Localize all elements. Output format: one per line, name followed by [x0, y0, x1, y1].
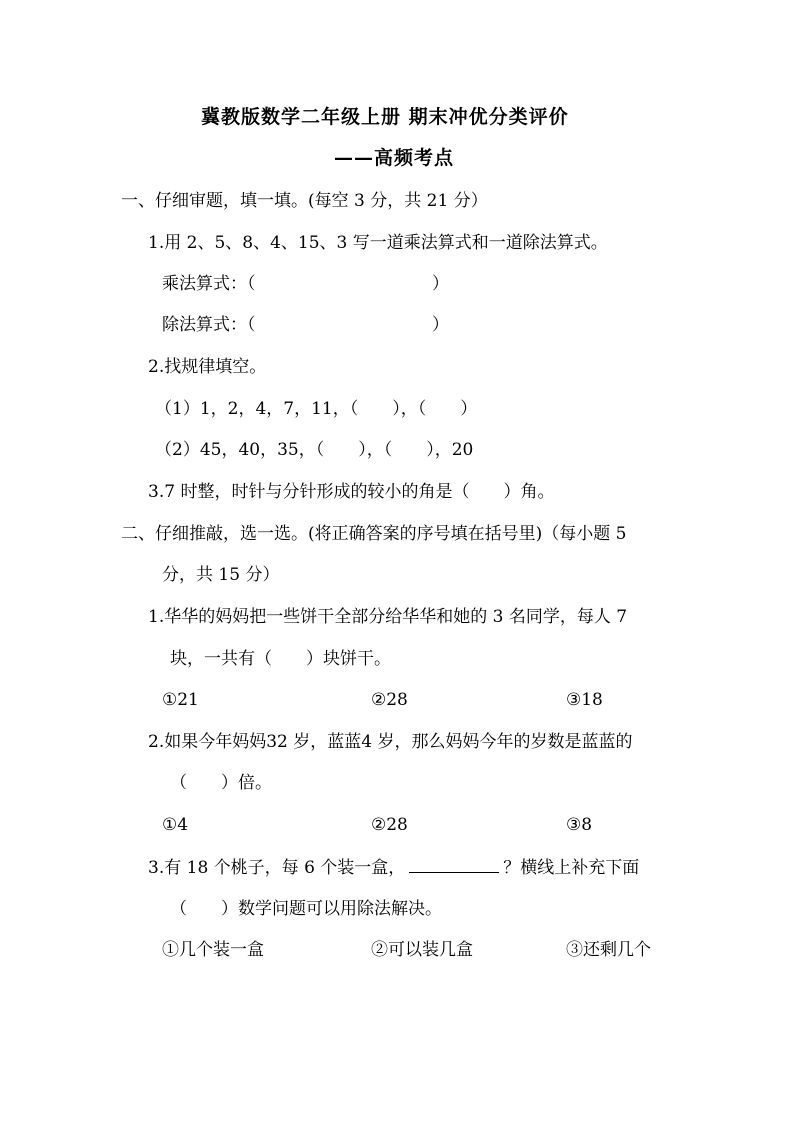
s1-q2-part2: （2）45，40，35，（ ），（ ），20: [155, 440, 474, 460]
s2-q2-line2: （ ）倍。: [170, 773, 272, 793]
document-subtitle: ——高频考点: [334, 147, 455, 169]
s2-q1-line2: 块，一共有（ ）块饼干。: [170, 649, 391, 669]
mult-close: ）: [432, 274, 449, 294]
section1-heading: 一、仔细审题，填一填。(每空 3 分，共 21 分）: [121, 191, 488, 211]
s2-q3-text-b: ？横线上补充下面: [503, 858, 640, 878]
s1-q3-text: 3.7 时整，时针与分针形成的较小的角是（ ）角。: [148, 482, 555, 502]
s2-q2-line1: 2.如果今年妈妈32 岁，蓝蓝4 岁，那么妈妈今年的岁数是蓝蓝的: [148, 732, 633, 752]
s2-q3-option-2: ②可以装几盒: [371, 940, 473, 960]
s1-q1-text: 1.用 2、5、8、4、15、3 写一道乘法算式和一道除法算式。: [148, 233, 608, 253]
s2-q3-option-1: ①几个装一盒: [162, 940, 264, 960]
s2-q3-line2: （ ）数学问题可以用除法解决。: [170, 899, 442, 919]
document-title: 冀教版数学二年级上册 期末冲优分类评价: [201, 106, 569, 128]
div-label: 除法算式：（: [162, 315, 256, 335]
section2-heading-line2: 分，共 15 分）: [162, 565, 280, 585]
s2-q1-option-1: ①21: [162, 690, 199, 710]
s2-q1-line1: 1.华华的妈妈把一些饼干全部分给华华和她的 3 名同学，每人 7: [148, 607, 628, 627]
s1-q1-mult-line: [162, 273, 256, 295]
s2-q2-option-1: ①4: [162, 815, 189, 835]
s1-q1-div-line: [162, 314, 256, 336]
mult-label: 乘法算式：（: [162, 274, 256, 294]
s2-q3-option-3: ③还剩几个: [566, 940, 651, 960]
div-close: ）: [432, 315, 449, 335]
section2-heading-line1: 二、仔细推敲，选一选。(将正确答案的序号填在括号里)（每小题 5: [121, 524, 627, 544]
s2-q1-option-3: ③18: [566, 690, 603, 710]
s1-q2-text: 2.找规律填空。: [148, 357, 267, 377]
s2-q1-option-2: ②28: [371, 690, 408, 710]
s1-q2-part1: （1）1，2，4，7，11，（ ），（ ）: [155, 399, 478, 419]
answer-blank-line: [409, 856, 499, 873]
s2-q2-option-3: ③8: [566, 815, 593, 835]
s2-q3-line1: [148, 856, 639, 879]
s2-q2-option-2: ②28: [371, 815, 408, 835]
s2-q3-text-a: 3.有 18 个桃子，每 6 个装一盒，: [148, 858, 406, 878]
